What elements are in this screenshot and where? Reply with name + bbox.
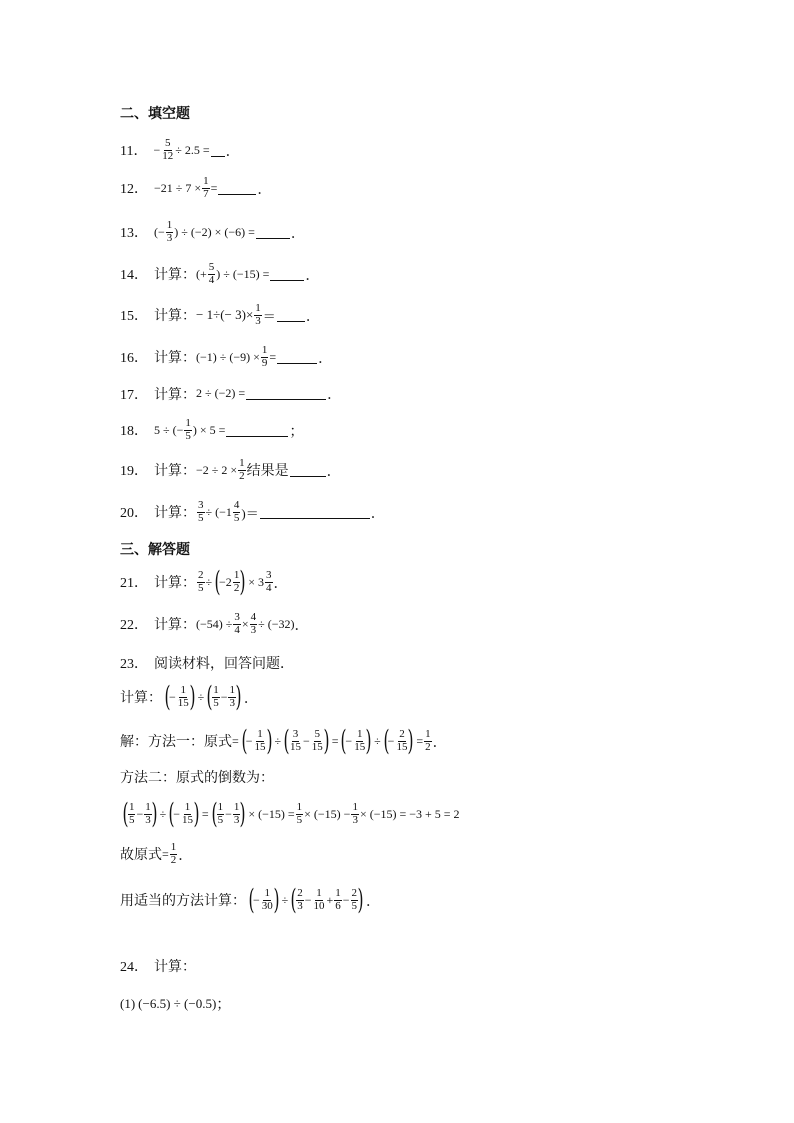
right-paren: ) <box>265 724 272 757</box>
answer-blank[interactable] <box>277 309 305 322</box>
question-18 <box>120 418 304 442</box>
equals: = <box>201 806 209 821</box>
left-paren: ( <box>340 724 347 757</box>
answer-blank[interactable] <box>290 464 326 477</box>
expr-part: ) × 5 = <box>192 422 226 437</box>
answer-blank[interactable] <box>226 424 288 437</box>
equals: = <box>331 733 339 748</box>
right-paren: ) <box>239 565 246 598</box>
expr-part: )＝ <box>241 505 259 521</box>
divide: ÷ <box>374 733 381 748</box>
calc-label: 计算： <box>154 308 196 325</box>
question-number: 19． <box>120 464 148 480</box>
fraction: $\frac{1}{3}$ <box>233 800 240 826</box>
left-paren: ( <box>168 797 175 830</box>
question-number: 11． <box>120 144 148 160</box>
fraction: $\frac{2}{3}$ <box>297 886 303 912</box>
right-paren: ) <box>365 724 372 757</box>
minus: − <box>252 892 260 907</box>
calc-label: 计算： <box>154 617 196 634</box>
divide: ÷ <box>197 689 205 704</box>
question-number: 12． <box>120 182 148 198</box>
right-paren: ) <box>193 797 200 830</box>
fraction: $\frac{2}{5}$ <box>351 886 358 912</box>
period: ． <box>294 617 309 634</box>
fraction: $\frac{1}{3}$ <box>166 219 173 244</box>
left-paren: ( <box>164 680 171 713</box>
minus: − <box>173 806 180 821</box>
question-text: 阅读材料，回答问题． <box>154 656 294 672</box>
question-17 <box>120 383 342 404</box>
plus: + <box>326 892 334 907</box>
minus: − <box>304 892 312 907</box>
fraction: $\frac{1}{3}$ <box>352 800 358 826</box>
left-paren: ( <box>214 565 221 598</box>
minus: − <box>225 806 232 821</box>
left-paren: ( <box>241 724 248 757</box>
period: ． <box>365 893 381 910</box>
question-13 <box>120 220 305 244</box>
semicolon: ； <box>216 997 231 1013</box>
fraction: $\frac{1}{3}$ <box>255 302 261 327</box>
minus: − <box>136 806 144 821</box>
fraction: $\frac{1}{2}$ <box>233 568 240 594</box>
question-20 <box>120 500 385 524</box>
calc-label: 计算： <box>154 267 196 284</box>
fraction: $\frac{2}{15}$ <box>396 727 408 753</box>
right-paren: ) <box>357 883 364 916</box>
minus: − <box>342 892 350 907</box>
expr-part: × (−15) = −3 + 5 = 2 <box>359 806 460 821</box>
fraction: $\frac{1}{3}$ <box>145 800 151 826</box>
expr-part: = <box>210 180 218 195</box>
calc-label: 计算： <box>154 575 196 591</box>
expr-part: ÷ (−1 <box>205 504 232 519</box>
left-paren: ( <box>383 724 390 757</box>
fraction: $\frac{1}{2}$ <box>239 457 245 482</box>
fraction: $\frac{3}{4}$ <box>266 568 272 594</box>
calc-label: 计算： <box>154 386 196 403</box>
fraction: $\frac{3}{15}$ <box>289 727 301 753</box>
fraction: $\frac{3}{5}$ <box>198 499 204 524</box>
fraction: $\frac{1}{30}$ <box>261 886 273 912</box>
left-paren: ( <box>248 883 255 916</box>
fraction: $\frac{1}{10}$ <box>313 886 325 912</box>
expr-part: (+ <box>196 266 207 281</box>
expr-part: ÷ <box>205 574 213 589</box>
expr-part: (− <box>154 224 165 239</box>
q23-calc-line <box>120 680 259 713</box>
fraction: $\frac{3}{4}$ <box>234 611 240 636</box>
expr-part: −21 ÷ 7 × <box>154 180 202 195</box>
q23-method2-line <box>120 797 460 830</box>
question-number: 23． <box>120 657 148 672</box>
period: ． <box>225 143 241 160</box>
method1-label: 解：方法一：原式 <box>120 734 232 750</box>
expr-part: 2 ÷ (−2) = <box>196 386 246 400</box>
question-16 <box>120 345 333 369</box>
q23-so-line <box>120 842 193 866</box>
question-11 <box>120 138 240 162</box>
question-number: 21． <box>120 576 148 591</box>
minus: − <box>245 733 253 748</box>
minus: − <box>220 689 228 704</box>
right-paren: ) <box>189 680 196 713</box>
expr-part: × (−15) = <box>248 806 295 821</box>
expr-part: − <box>153 142 161 157</box>
expr-part: ÷ 2.5 = <box>175 142 210 157</box>
fraction: $\frac{1}{3}$ <box>229 683 235 709</box>
question-23-title <box>120 653 294 673</box>
calc-label: 计算： <box>154 350 196 367</box>
period: ． <box>257 181 272 198</box>
right-paren: ) <box>239 797 246 830</box>
period: ． <box>290 225 306 242</box>
divide: ÷ <box>274 733 282 748</box>
expr-part: (−1) ÷ (−9) × <box>196 349 260 364</box>
period: ． <box>326 463 342 480</box>
question-number: 15． <box>120 309 148 325</box>
equals: = <box>162 846 169 861</box>
right-paren: ) <box>407 724 414 757</box>
left-paren: ( <box>283 724 290 757</box>
fraction: $\frac{5}{12}$ <box>162 137 174 162</box>
answer-blank[interactable] <box>260 506 370 519</box>
period: ． <box>243 690 259 707</box>
expr-part: − 1÷(− 3)× <box>196 307 254 323</box>
semicolon: ； <box>289 423 304 440</box>
question-number: 17． <box>120 387 148 403</box>
minus: − <box>302 733 310 748</box>
fraction: $\frac{1}{15}$ <box>181 800 193 826</box>
fraction: $\frac{1}{5}$ <box>185 417 191 442</box>
right-paren: ) <box>323 724 330 757</box>
question-number: 18． <box>120 424 148 440</box>
question-number: 16． <box>120 351 148 367</box>
question-number: 13． <box>120 226 148 242</box>
so-label: 故原式 <box>120 847 162 864</box>
calc-label: 计算： <box>154 505 196 522</box>
question-14 <box>120 262 320 286</box>
fraction: $\frac{5}{15}$ <box>311 727 323 753</box>
expr-part: 结果是 <box>246 463 289 480</box>
sub-number: (1) <box>120 995 136 1011</box>
ask-label: 用适当的方法计算： <box>120 893 246 909</box>
calc-label: 计算： <box>120 690 162 706</box>
question-number: 14． <box>120 268 148 284</box>
question-24 <box>120 956 196 976</box>
period: ． <box>273 575 289 592</box>
question-12 <box>120 176 272 200</box>
answer-blank[interactable] <box>277 351 317 364</box>
expr-part: = <box>269 349 277 364</box>
expr-part: ＝ <box>262 308 276 324</box>
answer-blank[interactable] <box>211 144 225 157</box>
divide: ÷ <box>159 806 167 821</box>
fraction: $\frac{1}{7}$ <box>203 175 209 200</box>
question-24-sub1 <box>120 993 231 1014</box>
section-fill-heading: 二、填空题 <box>120 106 190 122</box>
right-paren: ) <box>273 883 280 916</box>
period: ． <box>178 847 193 864</box>
fraction: $\frac{4}{3}$ <box>250 611 257 636</box>
period: ． <box>318 350 333 367</box>
calc-label: 计算： <box>154 463 196 480</box>
equals: = <box>232 733 239 748</box>
calc-label: 计算： <box>154 959 196 975</box>
minus: − <box>168 689 176 704</box>
answer-blank[interactable] <box>270 268 304 281</box>
fraction: $\frac{2}{5}$ <box>198 568 204 594</box>
expr-part: (−54) ÷ <box>196 616 233 631</box>
equals: = <box>416 733 424 748</box>
period: ． <box>327 387 342 403</box>
fraction: $\frac{1}{2}$ <box>170 841 177 866</box>
right-paren: ) <box>235 680 242 713</box>
left-paren: ( <box>206 680 213 713</box>
fraction: $\frac{1}{5}$ <box>217 800 224 826</box>
fraction: $\frac{1}{5}$ <box>128 800 135 826</box>
expr-part: × <box>241 616 249 631</box>
period: ． <box>305 308 321 325</box>
fraction: $\frac{1}{15}$ <box>354 727 366 753</box>
q23-ask-line <box>120 883 381 916</box>
fraction: $\frac{1}{9}$ <box>261 344 268 369</box>
fraction: $\frac{1}{15}$ <box>254 727 266 753</box>
question-number: 24． <box>120 960 148 975</box>
right-paren: ) <box>151 797 158 830</box>
expr-part: 5 ÷ (− <box>154 422 184 437</box>
fraction: $\frac{1}{6}$ <box>335 886 341 912</box>
divide: ÷ <box>281 892 289 907</box>
expr-part: × 3 <box>248 574 265 589</box>
fraction: $\frac{4}{5}$ <box>233 499 240 524</box>
answer-blank[interactable] <box>218 182 256 195</box>
question-19 <box>120 458 341 482</box>
q23-method2-label: 方法二：原式的倒数为： <box>120 770 274 786</box>
q23-method1-line <box>120 724 448 757</box>
expr-part: ÷ (−32) <box>258 616 295 631</box>
expr-part: −2 ÷ 2 × <box>196 462 238 477</box>
section-solve-heading: 三、解答题 <box>120 542 190 558</box>
fraction: $\frac{1}{5}$ <box>213 683 219 709</box>
left-paren: ( <box>290 883 297 916</box>
expr-part: ) ÷ (−15) = <box>216 266 270 281</box>
period: ． <box>432 734 448 751</box>
answer-blank[interactable] <box>256 226 290 239</box>
fraction: $\frac{1}{2}$ <box>425 727 431 753</box>
fraction: $\frac{5}{4}$ <box>208 261 215 286</box>
left-paren: ( <box>211 797 218 830</box>
question-21 <box>120 565 289 598</box>
expr-part: × (−15) − <box>304 806 351 821</box>
fraction: $\frac{1}{15}$ <box>177 683 189 709</box>
minus: − <box>345 733 353 748</box>
minus: − <box>387 733 395 748</box>
question-number: 20． <box>120 506 148 522</box>
period: ． <box>370 505 386 522</box>
question-22 <box>120 612 309 636</box>
answer-blank[interactable] <box>246 387 326 400</box>
left-paren: ( <box>122 797 129 830</box>
expr-part: −2 <box>219 574 232 589</box>
fraction: $\frac{1}{5}$ <box>296 800 303 826</box>
expr-part: (−6.5) ÷ (−0.5) <box>138 995 217 1011</box>
question-number: 22． <box>120 618 148 634</box>
period: ． <box>305 267 320 284</box>
question-15 <box>120 303 320 327</box>
expr-part: ) ÷ (−2) × (−6) = <box>174 224 255 239</box>
